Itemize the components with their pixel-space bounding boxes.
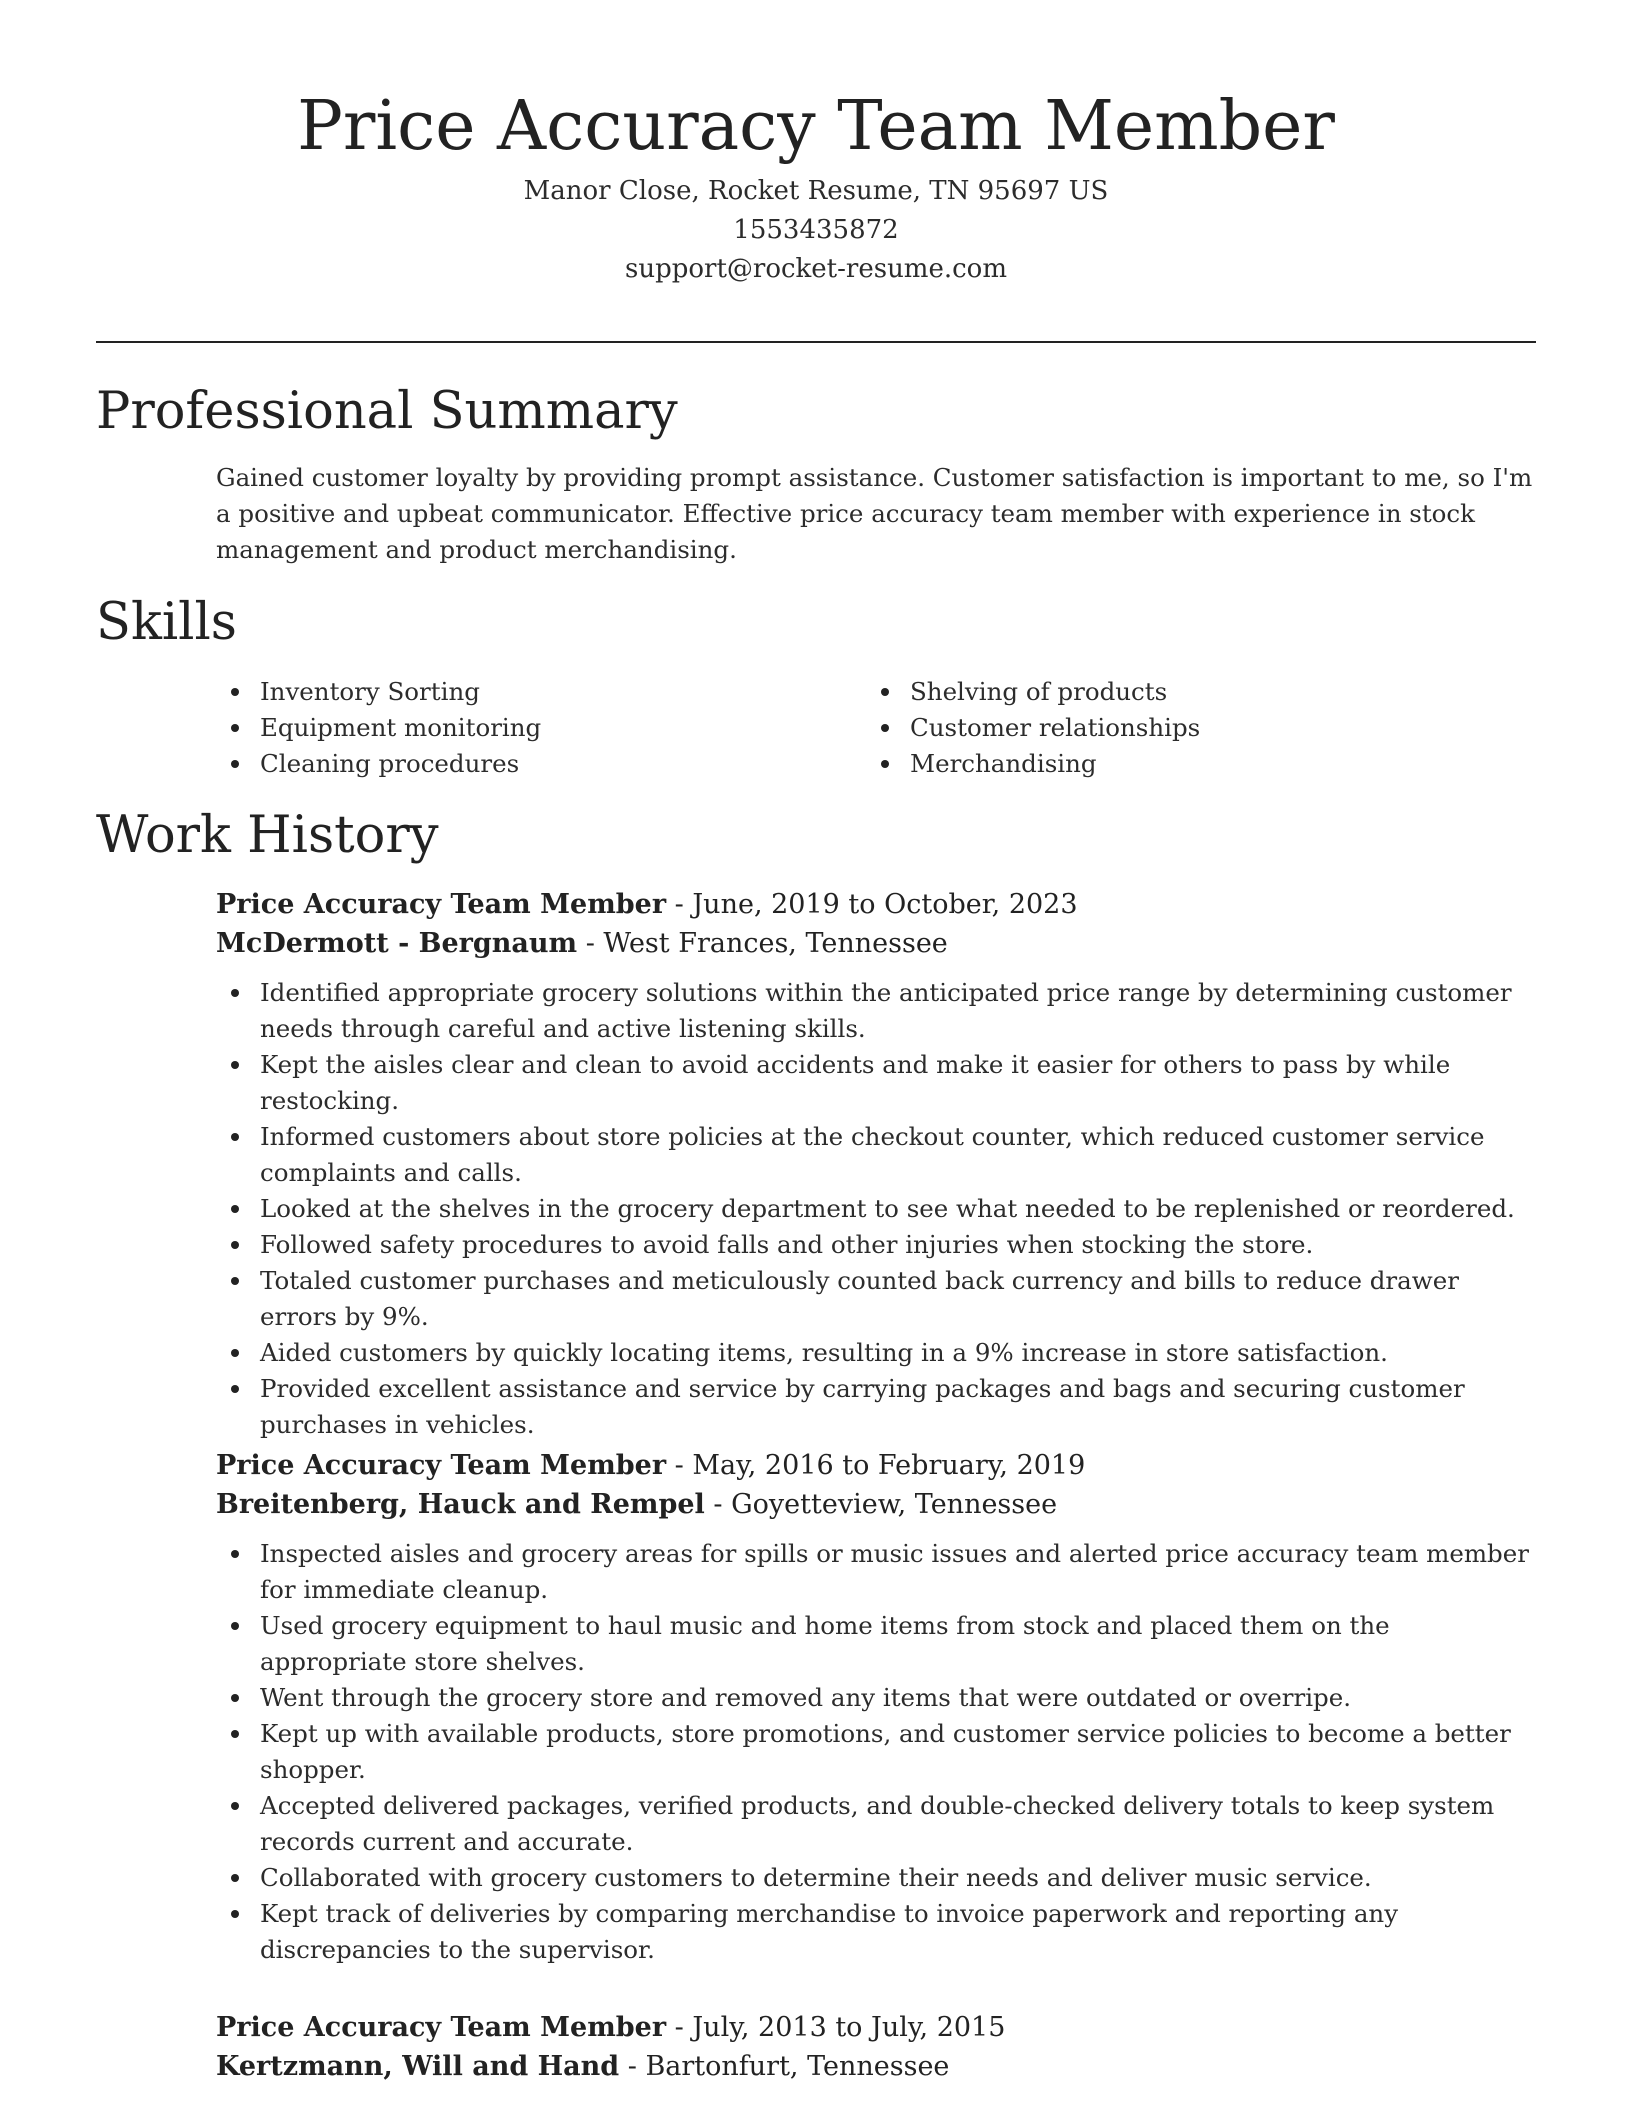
job-company-line: Breitenberg, Hauck and Rempel - Goyetteview, Tennessee [216,1489,1058,1520]
candidate-name: Price Accuracy Team Member [297,87,1335,166]
skills-section-title: Skills [96,593,237,652]
job-duty-item: Kept up with available products, store promotions, and customer service policies to become a better shopper. [260,1716,1536,1788]
skill-item: Equipment monitoring [260,710,541,746]
resume-header [96,82,1536,289]
job-entry [216,885,1536,1443]
job-duty-item: Informed customers about store policies at the checkout counter, which reduced customer service complaints and calls. [260,1119,1536,1191]
job-company: Kertzmann, Will and Hand [216,2051,620,2082]
job-company-line: McDermott - Bergnaum - West Frances, Tennessee [216,928,948,959]
job-duty-item: Inspected aisles and grocery areas for spills or music issues and alerted price accuracy team member for immediate cleanup. [260,1536,1536,1608]
job-duty-item: Aided customers by quickly locating items, resulting in a 9% increase in store satisfaction. [260,1335,1536,1371]
job-company: McDermott - Bergnaum [216,928,578,959]
summary-text: Gained customer loyalty by providing prompt assistance. Customer satisfaction is important to me, so I'm a positive and upbeat communicator. Effective price accuracy team member with experience in stock management and product merchandising. [216,463,1533,564]
job-title-line: Price Accuracy Team Member - July, 2013 to July, 2015 [216,2012,1006,2043]
job-company-line: Kertzmann, Will and Hand - Bartonfurt, Tennessee [216,2051,950,2082]
job-duties-list [216,1536,1536,1968]
skill-item: Customer relationships [910,710,1200,746]
job-location: Bartonfurt, Tennessee [645,2051,950,2082]
job-duty-item: Accepted delivered packages, verified products, and double-checked delivery totals to keep system records current and accurate. [260,1788,1536,1860]
job-entry [216,2008,1536,2086]
job-duty-item: Followed safety procedures to avoid falls and other injuries when stocking the store. [260,1227,1536,1263]
job-duty-item: Looked at the shelves in the grocery department to see what needed to be replenished or reordered. [260,1191,1536,1227]
contact-phone: 1553435872 [733,215,899,245]
skill-item: Inventory Sorting [260,674,541,710]
job-entry [216,1446,1536,1968]
job-duty-item: Kept the aisles clear and clean to avoid accidents and make it easier for others to pass by while restocking. [260,1047,1536,1119]
job-dates: June, 2019 to October, 2023 [692,889,1078,920]
job-location: Goyetteview, Tennessee [731,1489,1058,1520]
job-duty-item: Totaled customer purchases and meticulously counted back currency and bills to reduce drawer errors by 9%. [260,1263,1536,1335]
contact-address: Manor Close, Rocket Resume, TN 95697 US [523,176,1109,206]
skills-column-right [866,674,1200,782]
skills-column-left [216,674,541,782]
job-title: Price Accuracy Team Member [216,889,667,920]
job-duty-item: Used grocery equipment to haul music and home items from stock and placed them on the appropriate store shelves. [260,1608,1536,1680]
job-location: West Frances, Tennessee [603,928,948,959]
job-title-line: Price Accuracy Team Member - May, 2016 to February, 2019 [216,1450,1086,1481]
job-duty-item: Identified appropriate grocery solutions within the anticipated price range by determining customer needs through careful and active listening skills. [260,975,1536,1047]
job-duty-item: Went through the grocery store and removed any items that were outdated or overripe. [260,1680,1536,1716]
job-company: Breitenberg, Hauck and Rempel [216,1489,705,1520]
job-title: Price Accuracy Team Member [216,2012,667,2043]
skill-item: Merchandising [910,746,1200,782]
skill-item: Shelving of products [910,674,1200,710]
job-duty-item: Provided excellent assistance and service by carrying packages and bags and securing customer purchases in vehicles. [260,1371,1536,1443]
contact-email: support@rocket-resume.com [624,254,1007,284]
job-dates: May, 2016 to February, 2019 [692,1450,1086,1481]
skill-item: Cleaning procedures [260,746,541,782]
job-title-line: Price Accuracy Team Member - June, 2019 to October, 2023 [216,889,1078,920]
job-duty-item: Kept track of deliveries by comparing merchandise to invoice paperwork and reporting any discrepancies to the supervisor. [260,1896,1536,1968]
job-duties-list [216,975,1536,1443]
work-history-section-title: Work History [96,806,439,865]
job-duty-item: Collaborated with grocery customers to determine their needs and deliver music service. [260,1860,1536,1896]
header-divider [96,341,1536,343]
summary-section-title: Professional Summary [96,382,678,441]
job-dates: July, 2013 to July, 2015 [692,2012,1006,2043]
job-title: Price Accuracy Team Member [216,1450,667,1481]
